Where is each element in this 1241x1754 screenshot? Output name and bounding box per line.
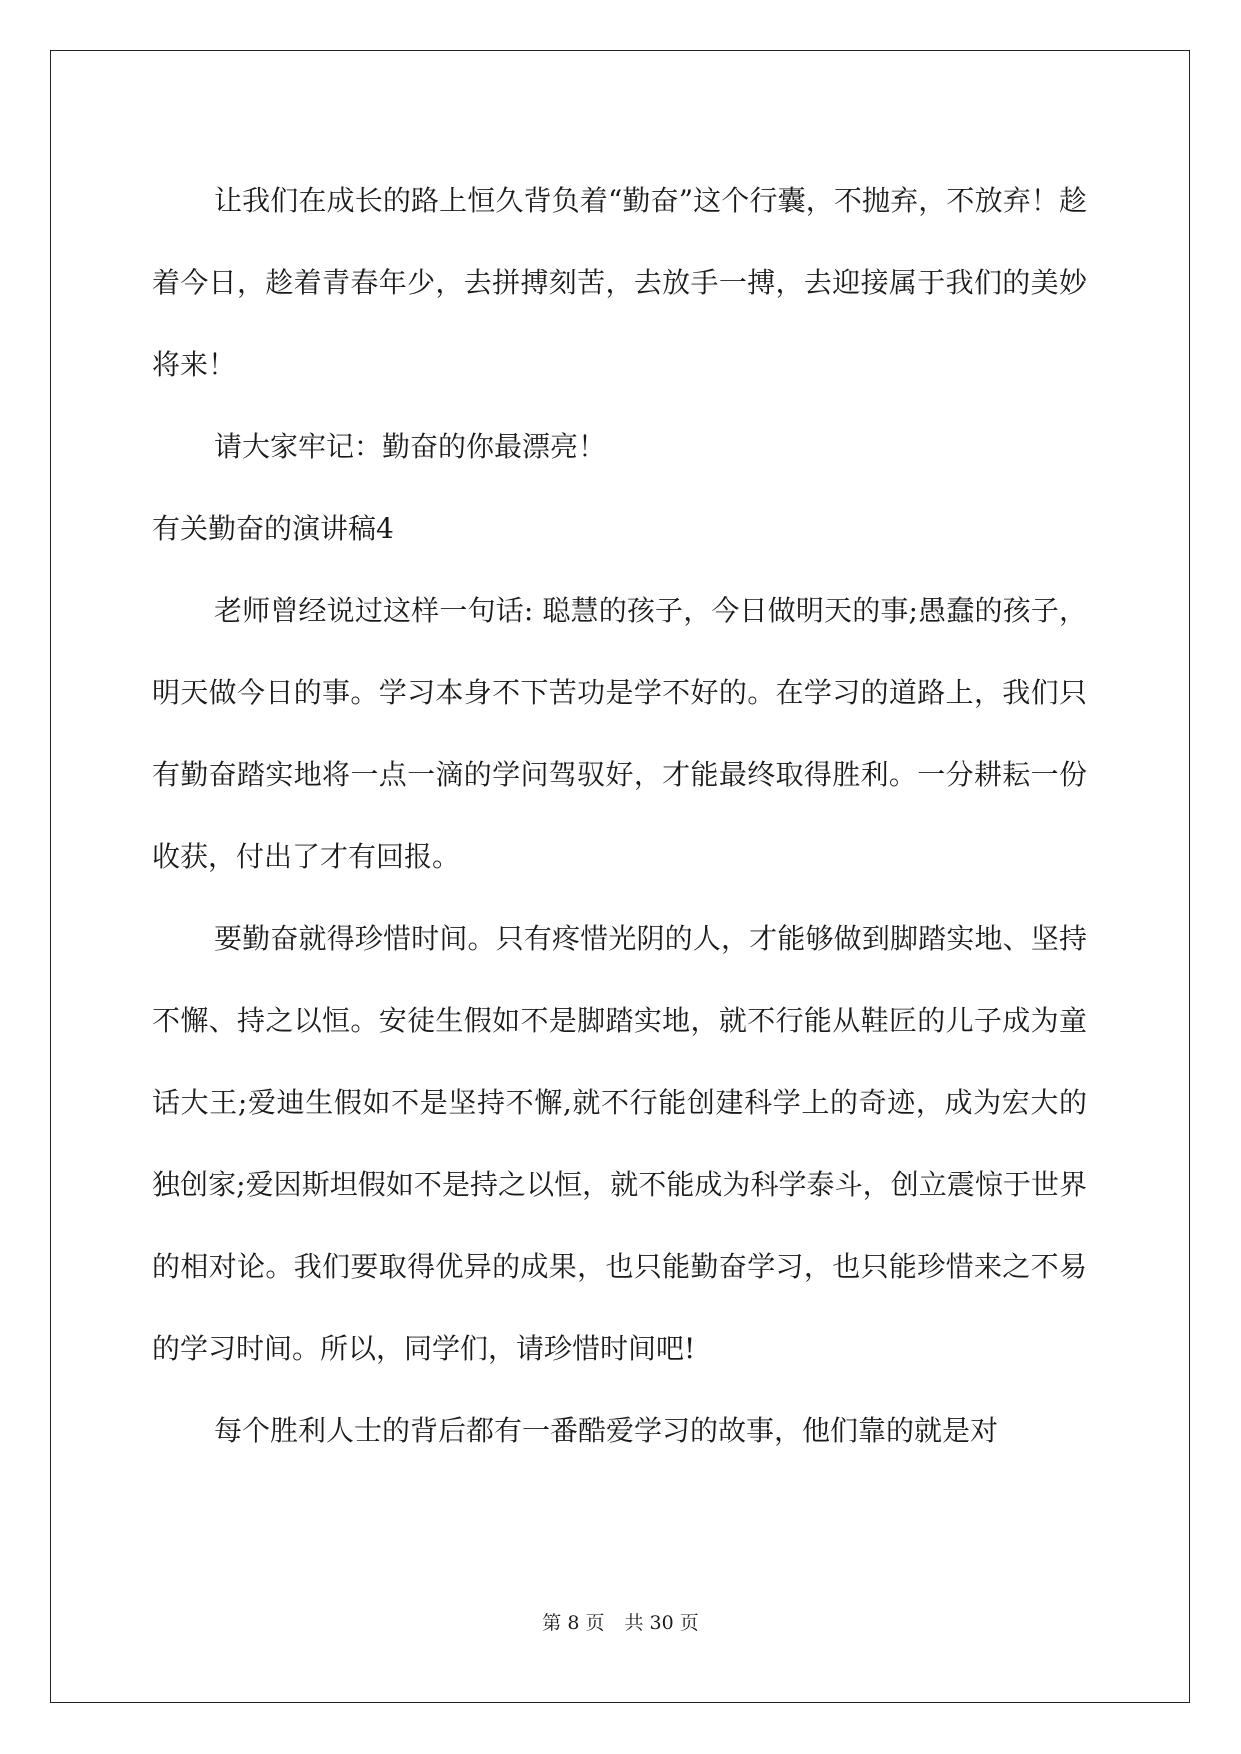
paragraph-1: 让我们在成长的路上恒久背负着“勤奋”这个行囊，不抛弃，不放弃！趁着今日，趁着青春年少，去拼搏刻苦，去放手一搏，去迎接属于我们的美妙将来！ xyxy=(152,184,1087,381)
paragraph-2: 请大家牢记：勤奋的你最漂亮！ xyxy=(214,430,607,463)
paragraph-5: 每个胜利人士的背后都有一番酷爱学习的故事，他们靠的就是对 xyxy=(214,1414,999,1447)
page-number: 第 8 页 xyxy=(542,1612,605,1634)
section-heading: 有关勤奋的演讲稿4 xyxy=(152,512,394,545)
paragraph-4: 要勤奋就得珍惜时间。只有疼惜光阴的人，才能够做到脚踏实地、坚持不懈、持之以恒。安徒生假如不是脚踏实地，就不行能从鞋匠的儿子成为童话大王;爱迪生假如不是坚持不懈,就不行能创建科学上的奇迹，成为宏大的独创家;爱因斯坦假如不是持之以恒，就不能成为科学泰斗，创立震惊于世界的相对论。我们要取得优异的成果，也只能勤奋学习，也只能珍惜来之不易的学习时间。所以，同学们，请珍惜时间吧! xyxy=(152,922,1087,1365)
paragraph-3: 老师曾经说过这样一句话: 聪慧的孩子，今日做明天的事;愚蠢的孩子，明天做今日的事。学习本身不下苦功是学不好的。在学习的道路上，我们只有勤奋踏实地将一点一滴的学问驾驭好，才能最终取得胜利。一分耕耘一份收获，付出了才有回报。 xyxy=(152,594,1087,873)
document-body xyxy=(152,160,1087,1472)
page-total: 共 30 页 xyxy=(624,1612,699,1634)
page-footer xyxy=(0,1608,1241,1635)
